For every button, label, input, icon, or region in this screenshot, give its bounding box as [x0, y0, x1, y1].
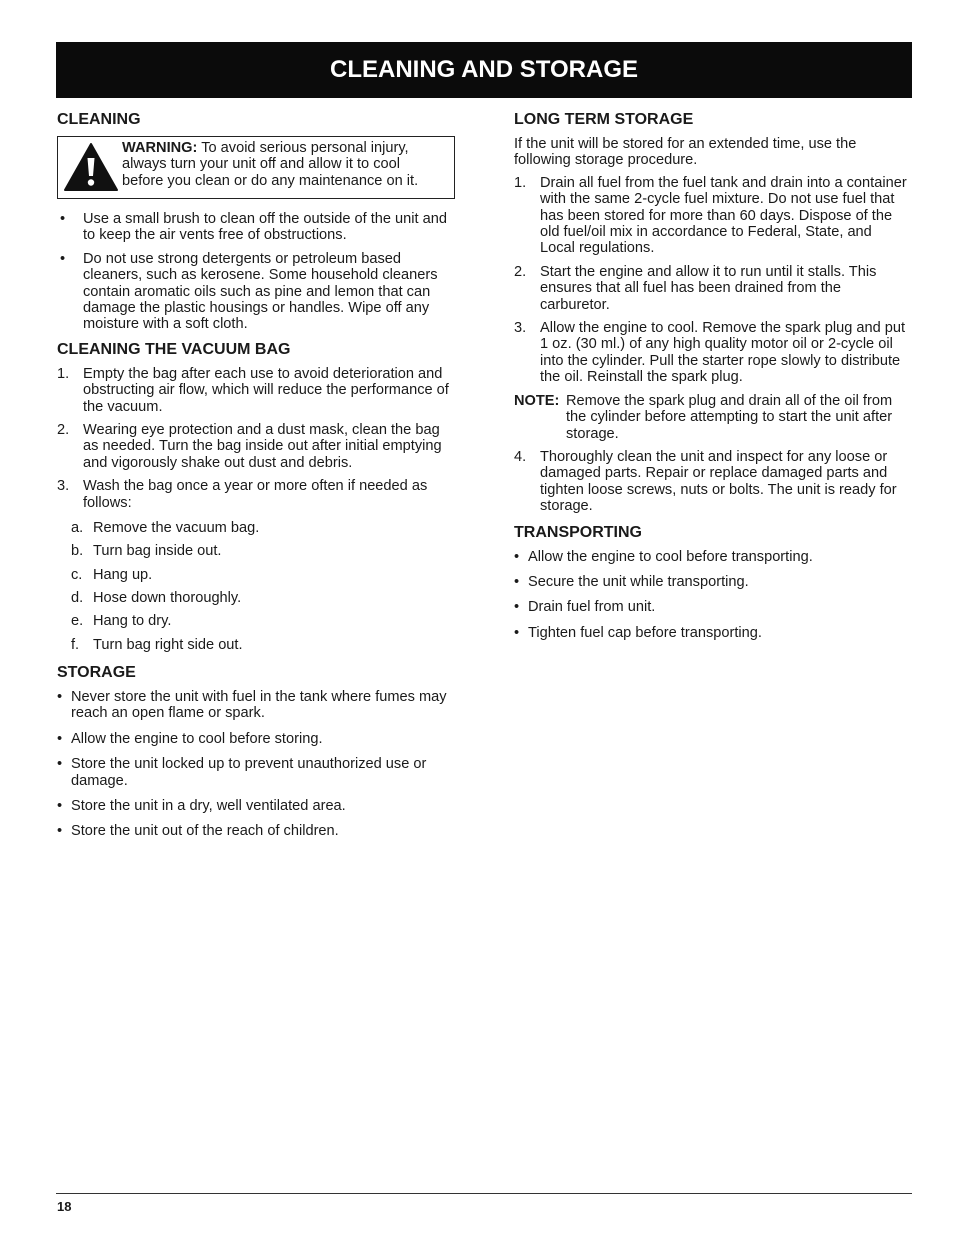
list-item: • Store the unit in a dry, well ventilated area.: [57, 798, 346, 815]
list-item: • Tighten fuel cap before transporting.: [514, 624, 762, 641]
bullet-marker: •: [60, 250, 66, 267]
list-item: 3. Allow the engine to cool. Remove the spark plug and put 1 oz. (30 ml.) of any high quality motor oil or 2-cycle oil into the cylinder. Pull the starter rope slowly to distribute the oil. Reinstall the spark plug.: [514, 320, 906, 386]
list-item: • Secure the unit while transporting.: [514, 573, 749, 590]
page-title: CLEANING AND STORAGE: [329, 56, 638, 83]
long-term-intro: If the unit will be stored for an extended time, use the following storage procedure.: [514, 136, 857, 169]
list-item: 2. Start the engine and allow it to run until it stalls. This ensures that all fuel has been drained from the carburetor.: [514, 263, 877, 313]
transporting-bullets: [514, 549, 910, 642]
warning-text: [122, 140, 444, 192]
note-text: Remove the spark plug and drain all of the oil from the cylinder before attempting to start the unit after storage.: [566, 392, 893, 442]
long-term-step-4: [514, 449, 910, 515]
right-column: [514, 110, 910, 650]
left-column: [57, 110, 457, 849]
bullet-marker: •: [60, 211, 66, 227]
long-term-steps: [514, 175, 910, 386]
note-label: NOTE:: [514, 392, 560, 409]
list-item: 3. Wash the bag once a year or more often if needed as follows: a. Remove the vacuum bag. b. Turn bag inside out. c. Hang up. d. Hose down thoroughly. e. Hang to dry. f. Turn bag right side out.: [57, 478, 457, 653]
long-term-storage-heading: LONG TERM STORAGE: [514, 111, 694, 128]
storage-note: [514, 393, 910, 442]
list-item: e. Hang to dry.: [71, 613, 172, 630]
storage-heading: STORAGE: [57, 663, 136, 681]
list-item: c. Hang up.: [71, 566, 153, 583]
list-item: • Allow the engine to cool before transporting.: [514, 548, 813, 565]
list-item: • Store the unit out of the reach of children.: [57, 823, 339, 840]
cleaning-bullets: [57, 211, 457, 333]
list-item: d. Hose down thoroughly.: [71, 589, 242, 606]
vacuum-bag-steps: [57, 366, 457, 653]
list-item: • Allow the engine to cool before storing.: [57, 730, 323, 747]
list-item: • Drain fuel from unit.: [514, 599, 656, 616]
storage-bullets: [57, 689, 457, 840]
page-number: 18: [57, 1199, 72, 1214]
list-item: b. Turn bag inside out.: [71, 543, 222, 560]
list-item: • Use a small brush to clean off the outside of the unit and to keep the air vents free of obstructions.: [60, 211, 447, 244]
list-item: 2. Wearing eye protection and a dust mask, clean the bag as needed. Turn the bag inside out after initial emptying and vigorously shake out dust and debris.: [57, 422, 442, 471]
section-banner: [56, 42, 912, 98]
list-item: 1. Drain all fuel from the fuel tank and drain into a container with the same 2-cycle fuel mixture. Do not use fuel that has been stored for more than 60 days. Dispose of the old fuel/oil mix in accordance to Federal, State, and Local regulations.: [514, 174, 907, 257]
list-item: • Store the unit locked up to prevent unauthorized use or damage.: [57, 756, 427, 789]
warning-label: WARNING:: [122, 140, 198, 156]
footer-divider: [56, 1193, 912, 1194]
warning-message: To avoid serious personal injury, always turn your unit off and allow it to cool before you clean or do any maintenance on it.: [122, 140, 419, 189]
list-item: a. Remove the vacuum bag.: [71, 520, 260, 537]
vacuum-bag-heading: CLEANING THE VACUUM BAG: [57, 340, 291, 358]
list-item: 1. Empty the bag after each use to avoid deterioration and obstructing air flow, which will reduce the performance of the vacuum.: [57, 365, 449, 415]
list-item: • Never store the unit with fuel in the tank where fumes may reach an open flame or spark.: [57, 688, 447, 722]
list-item: 4. Thoroughly clean the unit and inspect for any loose or damaged parts. Repair or replace damaged parts and tighten loose screws, nuts or bolts. The unit is ready for storage.: [514, 448, 897, 515]
list-item: • Do not use strong detergents or petroleum based cleaners, such as kerosene. Some household cleaners contain aromatic oils such as pine and lemon that can damage the plastic housings or handles. Wipe off any moisture with a soft cloth.: [60, 250, 438, 333]
transporting-heading: TRANSPORTING: [514, 523, 642, 541]
warning-box: [57, 136, 455, 199]
cleaning-heading: CLEANING: [57, 111, 141, 128]
wash-substeps: [57, 520, 457, 653]
warning-triangle-icon: [60, 140, 122, 192]
list-item: f. Turn bag right side out.: [71, 636, 243, 653]
